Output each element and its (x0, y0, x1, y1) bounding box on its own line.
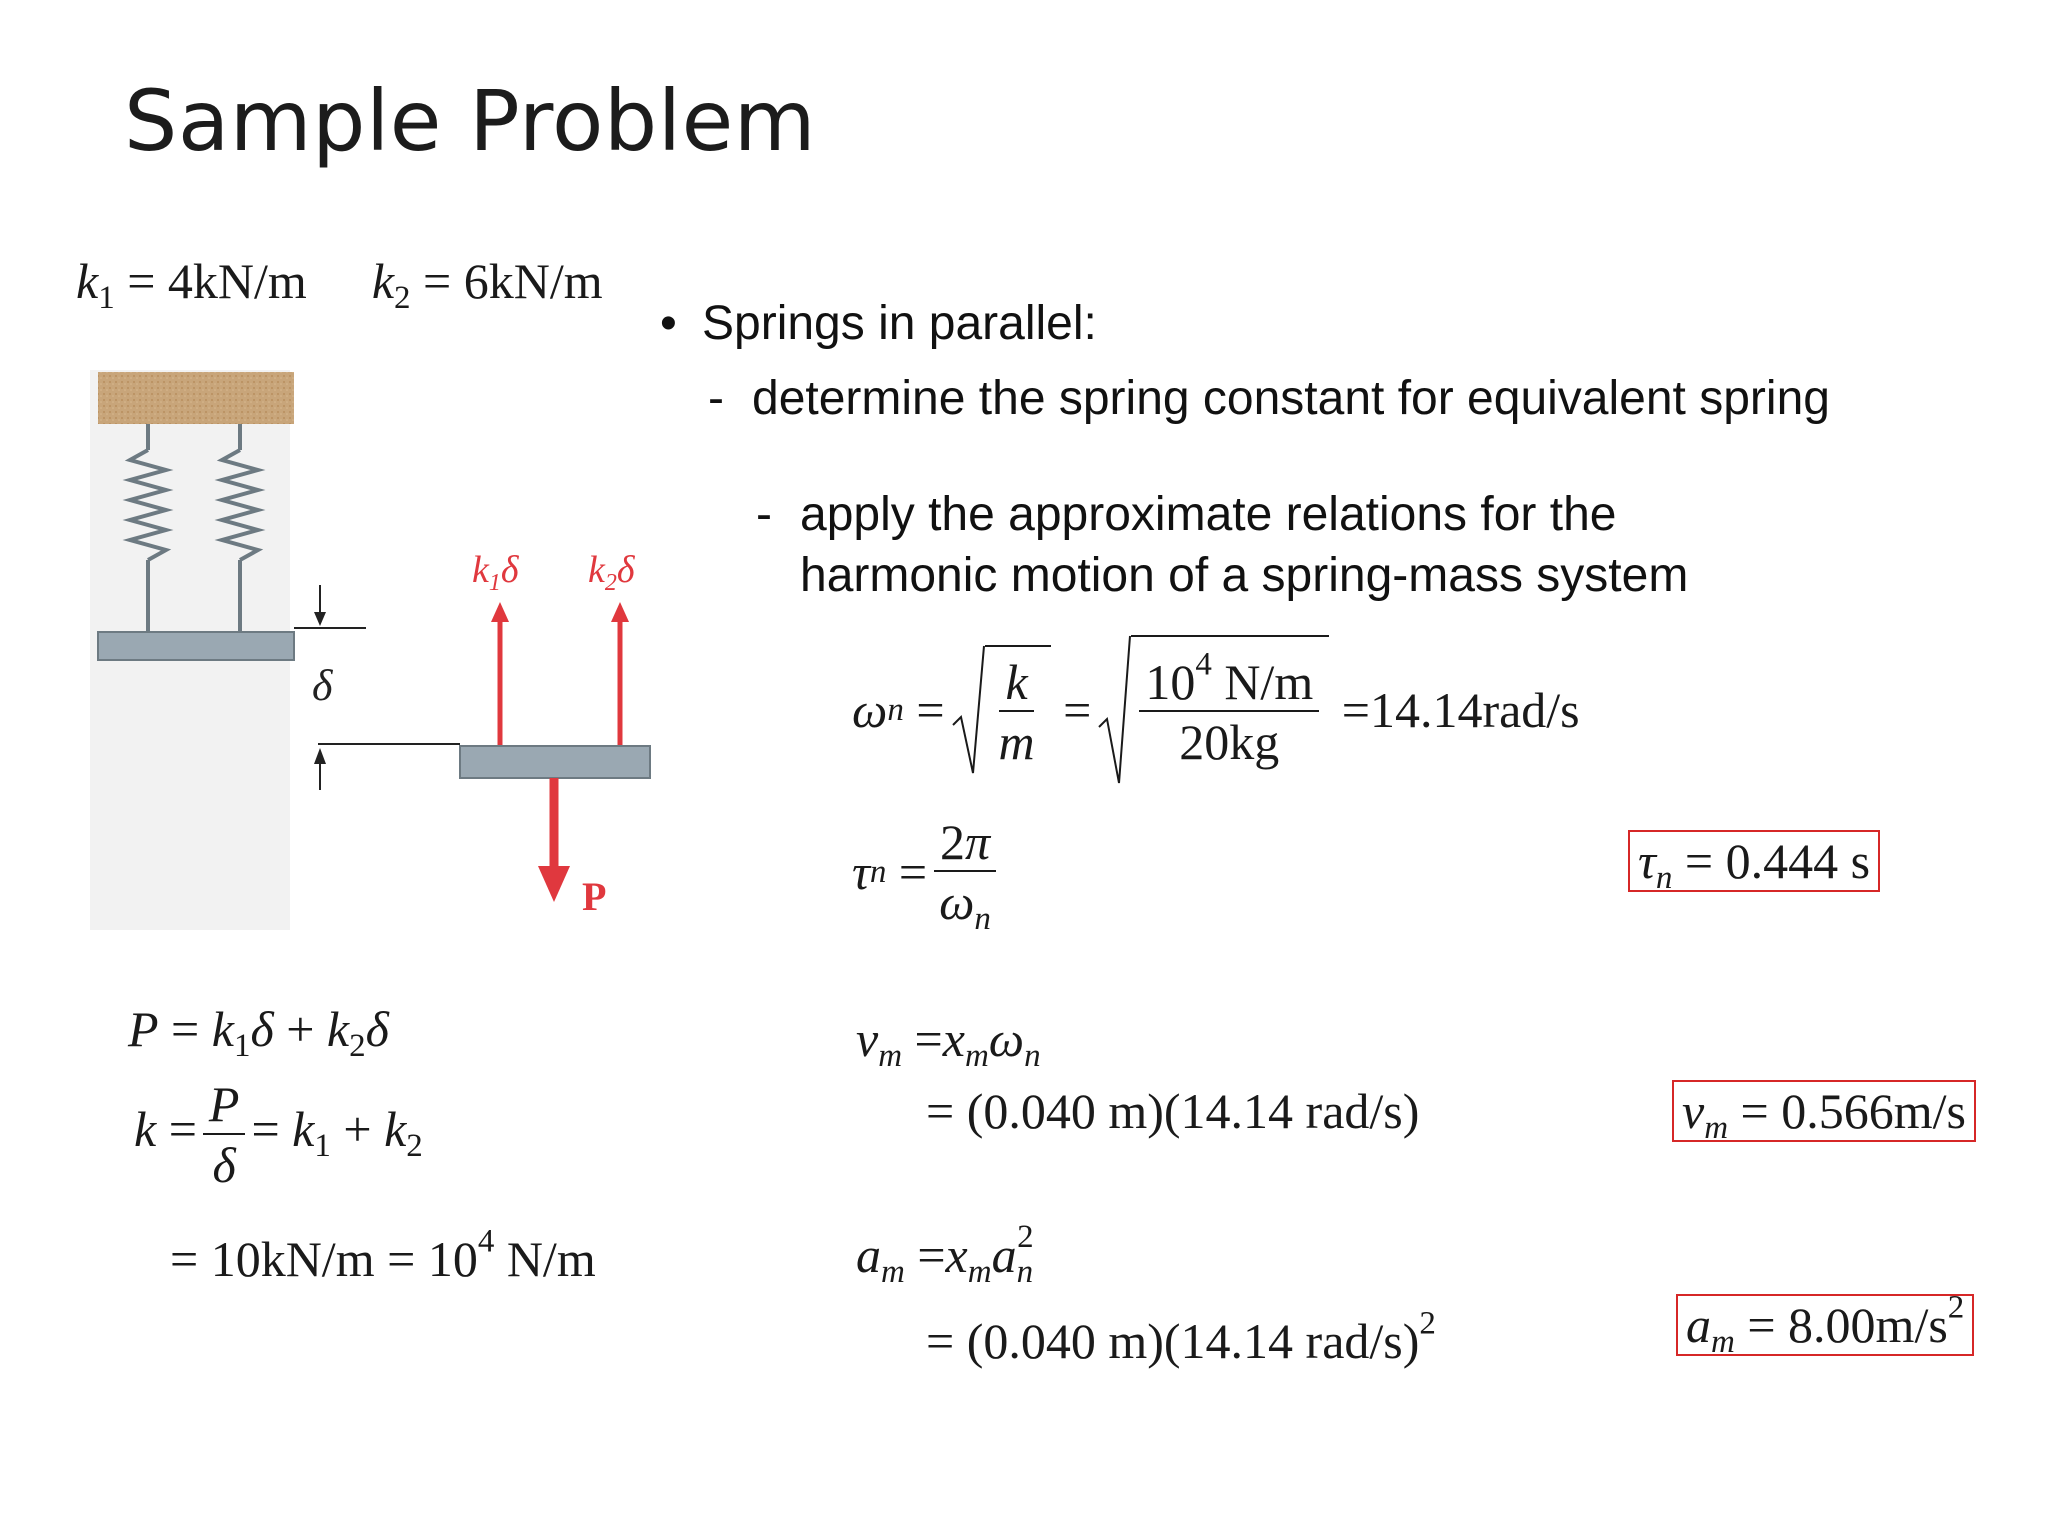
eq-force-sum: $P = k_1\delta + k_2\delta$ (128, 1001, 389, 1064)
eq-max-acceleration: $a_m =x_ma_n^2$ (856, 1219, 1034, 1290)
bullet-sub-2: - apply the approximate relations for the harmonic motion of a spring-mass system (756, 488, 1689, 603)
slide-title: Sample Problem (124, 72, 817, 170)
bullet-sub-1: - determine the spring constant for equivalent spring (708, 372, 1830, 425)
force-p-label: P (582, 874, 607, 919)
result-period: $\tau_n = 0.444$ s (1628, 830, 1880, 892)
eq-period: τ n = $\frac{2\pi}{\omega_n}$ (852, 802, 1003, 942)
bullet-main: • Springs in parallel: (660, 297, 1097, 350)
eq-natural-frequency: ω n = $\frac{k}{m}$ = $\frac{10^4 N/m}{20kg}$ = 14.14 rad/s (852, 630, 1580, 790)
plate-attached (98, 632, 294, 660)
delta-label: δ (312, 661, 333, 710)
force-k1-delta-label: $k_1\delta$ (472, 549, 519, 596)
fixed-support (98, 372, 294, 424)
eq-k-value: = $10kN/m = 10^4$ N/m (170, 1223, 596, 1287)
spring-figure (90, 350, 690, 950)
eq-max-acceleration-sub: = (0.040 m)(14.14 rad/s)$^2$ (926, 1305, 1436, 1369)
result-max-acceleration: $a_m = 8.00m/s^2$ (1676, 1294, 1974, 1356)
given-constants: $k_1 = 4kN/m$ $k_2 = 6kN/m$ (76, 253, 603, 316)
force-k2-delta-label: $k_2\delta$ (588, 549, 635, 596)
eq-max-velocity-sub: = (0.040 m)(14.14 rad/s) (926, 1083, 1420, 1139)
eq-max-velocity: $v_m =x_m\omega_n$ (856, 1011, 1041, 1074)
result-max-velocity: $v_m = 0.566m/s$ (1672, 1080, 1976, 1142)
eq-equivalent-k: k = $\frac{P}{\delta}$ = $k_1 + k_2$ (134, 1076, 423, 1193)
plate-free-body (460, 746, 650, 778)
